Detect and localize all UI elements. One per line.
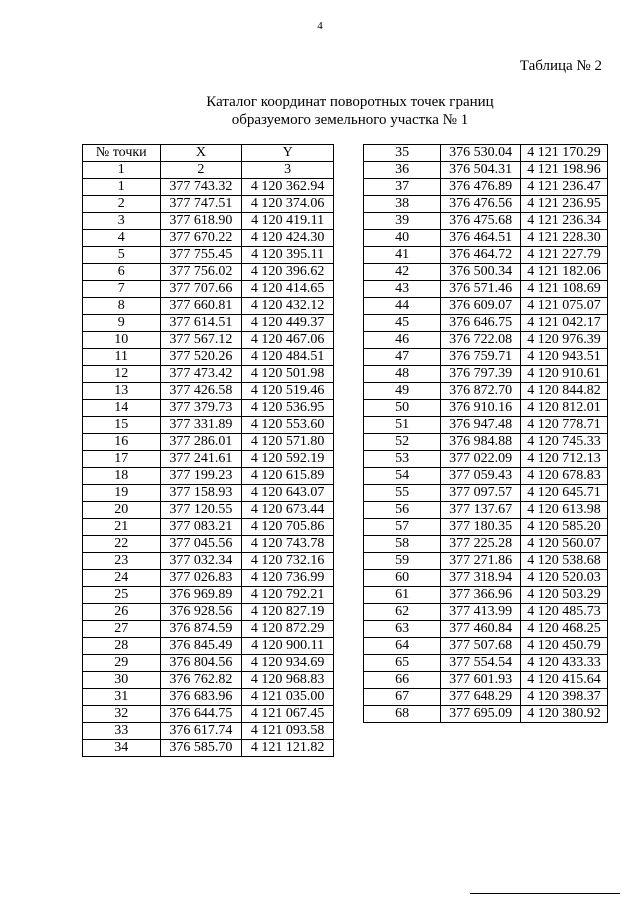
y-coordinate-cell: 4 121 093.58 bbox=[242, 723, 334, 740]
y-coordinate-cell: 4 120 501.98 bbox=[242, 366, 334, 383]
x-coordinate-cell: 376 984.88 bbox=[441, 434, 521, 451]
column-number-2: 2 bbox=[160, 162, 242, 179]
point-number-cell: 46 bbox=[364, 332, 441, 349]
table-row bbox=[83, 723, 334, 740]
x-coordinate-cell: 377 507.68 bbox=[441, 638, 521, 655]
x-coordinate-cell: 377 660.81 bbox=[160, 298, 242, 315]
y-coordinate-cell: 4 120 433.33 bbox=[521, 655, 608, 672]
table-row bbox=[83, 519, 334, 536]
column-number-1: 1 bbox=[83, 162, 161, 179]
point-number-cell: 36 bbox=[364, 162, 441, 179]
point-number-cell: 54 bbox=[364, 468, 441, 485]
y-coordinate-cell: 4 120 705.86 bbox=[242, 519, 334, 536]
x-coordinate-cell: 377 331.89 bbox=[160, 417, 242, 434]
coordinates-table-right bbox=[363, 144, 608, 723]
table-row bbox=[364, 485, 608, 502]
x-coordinate-cell: 376 872.70 bbox=[441, 383, 521, 400]
x-coordinate-cell: 376 617.74 bbox=[160, 723, 242, 740]
x-coordinate-cell: 377 022.09 bbox=[441, 451, 521, 468]
column-number-row bbox=[83, 162, 334, 179]
table-row bbox=[364, 315, 608, 332]
y-coordinate-cell: 4 120 414.65 bbox=[242, 281, 334, 298]
y-coordinate-cell: 4 120 419.11 bbox=[242, 213, 334, 230]
x-coordinate-cell: 377 614.51 bbox=[160, 315, 242, 332]
y-coordinate-cell: 4 121 108.69 bbox=[521, 281, 608, 298]
point-number-cell: 1 bbox=[83, 179, 161, 196]
y-coordinate-cell: 4 120 778.71 bbox=[521, 417, 608, 434]
point-number-cell: 4 bbox=[83, 230, 161, 247]
table-row bbox=[83, 604, 334, 621]
point-number-cell: 26 bbox=[83, 604, 161, 621]
y-coordinate-cell: 4 120 900.11 bbox=[242, 638, 334, 655]
point-number-cell: 65 bbox=[364, 655, 441, 672]
y-coordinate-cell: 4 120 467.06 bbox=[242, 332, 334, 349]
table-row bbox=[83, 281, 334, 298]
x-coordinate-cell: 376 476.56 bbox=[441, 196, 521, 213]
point-number-cell: 2 bbox=[83, 196, 161, 213]
table-row bbox=[83, 638, 334, 655]
table-row bbox=[83, 655, 334, 672]
point-number-cell: 27 bbox=[83, 621, 161, 638]
table-row bbox=[364, 145, 608, 162]
table-row bbox=[83, 536, 334, 553]
y-coordinate-cell: 4 120 872.29 bbox=[242, 621, 334, 638]
point-number-cell: 58 bbox=[364, 536, 441, 553]
x-coordinate-cell: 376 476.89 bbox=[441, 179, 521, 196]
table-row bbox=[83, 621, 334, 638]
y-coordinate-cell: 4 120 643.07 bbox=[242, 485, 334, 502]
header-row bbox=[83, 145, 334, 162]
x-coordinate-cell: 377 180.35 bbox=[441, 519, 521, 536]
table-row bbox=[364, 672, 608, 689]
y-coordinate-cell: 4 120 910.61 bbox=[521, 366, 608, 383]
point-number-cell: 17 bbox=[83, 451, 161, 468]
x-coordinate-cell: 377 648.29 bbox=[441, 689, 521, 706]
point-number-cell: 52 bbox=[364, 434, 441, 451]
y-coordinate-cell: 4 120 450.79 bbox=[521, 638, 608, 655]
x-coordinate-cell: 376 762.82 bbox=[160, 672, 242, 689]
table-row bbox=[83, 587, 334, 604]
point-number-cell: 24 bbox=[83, 570, 161, 587]
x-coordinate-cell: 377 026.83 bbox=[160, 570, 242, 587]
x-coordinate-cell: 377 120.55 bbox=[160, 502, 242, 519]
point-number-cell: 12 bbox=[83, 366, 161, 383]
x-coordinate-cell: 376 969.89 bbox=[160, 587, 242, 604]
point-number-cell: 25 bbox=[83, 587, 161, 604]
y-coordinate-cell: 4 120 827.19 bbox=[242, 604, 334, 621]
x-coordinate-cell: 377 158.93 bbox=[160, 485, 242, 502]
table-row bbox=[83, 179, 334, 196]
point-number-cell: 8 bbox=[83, 298, 161, 315]
x-coordinate-cell: 377 241.61 bbox=[160, 451, 242, 468]
y-coordinate-cell: 4 121 042.17 bbox=[521, 315, 608, 332]
x-coordinate-cell: 376 804.56 bbox=[160, 655, 242, 672]
x-coordinate-cell: 377 554.54 bbox=[441, 655, 521, 672]
table-row bbox=[364, 332, 608, 349]
point-number-cell: 30 bbox=[83, 672, 161, 689]
table-row bbox=[83, 366, 334, 383]
point-number-cell: 31 bbox=[83, 689, 161, 706]
table-row bbox=[83, 247, 334, 264]
point-number-cell: 51 bbox=[364, 417, 441, 434]
x-coordinate-cell: 376 910.16 bbox=[441, 400, 521, 417]
x-coordinate-cell: 376 475.68 bbox=[441, 213, 521, 230]
point-number-cell: 13 bbox=[83, 383, 161, 400]
y-coordinate-cell: 4 120 374.06 bbox=[242, 196, 334, 213]
table-row bbox=[83, 502, 334, 519]
point-number-cell: 16 bbox=[83, 434, 161, 451]
point-number-cell: 55 bbox=[364, 485, 441, 502]
point-number-cell: 28 bbox=[83, 638, 161, 655]
table-row bbox=[364, 519, 608, 536]
x-coordinate-cell: 377 601.93 bbox=[441, 672, 521, 689]
table-row bbox=[364, 570, 608, 587]
x-coordinate-cell: 377 618.90 bbox=[160, 213, 242, 230]
table-row bbox=[364, 281, 608, 298]
y-coordinate-cell: 4 120 743.78 bbox=[242, 536, 334, 553]
table-row bbox=[83, 332, 334, 349]
point-number-cell: 59 bbox=[364, 553, 441, 570]
x-coordinate-cell: 377 426.58 bbox=[160, 383, 242, 400]
x-coordinate-cell: 376 646.75 bbox=[441, 315, 521, 332]
x-coordinate-cell: 376 928.56 bbox=[160, 604, 242, 621]
point-number-cell: 62 bbox=[364, 604, 441, 621]
y-coordinate-cell: 4 121 035.00 bbox=[242, 689, 334, 706]
y-coordinate-cell: 4 121 228.30 bbox=[521, 230, 608, 247]
table-row bbox=[83, 264, 334, 281]
x-coordinate-cell: 376 571.46 bbox=[441, 281, 521, 298]
table-row bbox=[83, 298, 334, 315]
x-coordinate-cell: 376 722.08 bbox=[441, 332, 521, 349]
x-coordinate-cell: 377 045.56 bbox=[160, 536, 242, 553]
x-coordinate-cell: 376 530.04 bbox=[441, 145, 521, 162]
y-coordinate-cell: 4 120 615.89 bbox=[242, 468, 334, 485]
table-row bbox=[364, 383, 608, 400]
point-number-cell: 60 bbox=[364, 570, 441, 587]
y-coordinate-cell: 4 121 067.45 bbox=[242, 706, 334, 723]
x-coordinate-cell: 377 059.43 bbox=[441, 468, 521, 485]
table-row bbox=[83, 230, 334, 247]
y-coordinate-cell: 4 120 712.13 bbox=[521, 451, 608, 468]
y-coordinate-cell: 4 121 198.96 bbox=[521, 162, 608, 179]
table-row bbox=[83, 553, 334, 570]
table-row bbox=[364, 247, 608, 264]
coordinates-table-left bbox=[82, 144, 334, 757]
table-row bbox=[364, 706, 608, 723]
header-x: X bbox=[160, 145, 242, 162]
table-row bbox=[83, 468, 334, 485]
point-number-cell: 33 bbox=[83, 723, 161, 740]
y-coordinate-cell: 4 120 380.92 bbox=[521, 706, 608, 723]
point-number-cell: 68 bbox=[364, 706, 441, 723]
y-coordinate-cell: 4 121 236.34 bbox=[521, 213, 608, 230]
point-number-cell: 49 bbox=[364, 383, 441, 400]
y-coordinate-cell: 4 120 732.16 bbox=[242, 553, 334, 570]
table-row bbox=[83, 434, 334, 451]
caption-line-1: Каталог координат поворотных точек границ bbox=[206, 94, 494, 110]
point-number-cell: 66 bbox=[364, 672, 441, 689]
y-coordinate-cell: 4 121 170.29 bbox=[521, 145, 608, 162]
x-coordinate-cell: 377 743.32 bbox=[160, 179, 242, 196]
table-row bbox=[364, 638, 608, 655]
table-row bbox=[364, 213, 608, 230]
caption-line-2: образуемого земельного участка № 1 bbox=[231, 112, 469, 128]
y-coordinate-cell: 4 120 934.69 bbox=[242, 655, 334, 672]
y-coordinate-cell: 4 120 484.51 bbox=[242, 349, 334, 366]
x-coordinate-cell: 377 225.28 bbox=[441, 536, 521, 553]
point-number-cell: 40 bbox=[364, 230, 441, 247]
y-coordinate-cell: 4 120 468.25 bbox=[521, 621, 608, 638]
table-row bbox=[83, 485, 334, 502]
point-number-cell: 6 bbox=[83, 264, 161, 281]
y-coordinate-cell: 4 121 121.82 bbox=[242, 740, 334, 757]
y-coordinate-cell: 4 120 538.68 bbox=[521, 553, 608, 570]
table-row bbox=[364, 179, 608, 196]
table-row bbox=[83, 672, 334, 689]
table-row bbox=[83, 383, 334, 400]
y-coordinate-cell: 4 120 736.99 bbox=[242, 570, 334, 587]
x-coordinate-cell: 377 670.22 bbox=[160, 230, 242, 247]
table-row bbox=[364, 451, 608, 468]
table-row bbox=[364, 196, 608, 213]
x-coordinate-cell: 377 286.01 bbox=[160, 434, 242, 451]
y-coordinate-cell: 4 121 236.95 bbox=[521, 196, 608, 213]
y-coordinate-cell: 4 120 792.21 bbox=[242, 587, 334, 604]
table-row bbox=[364, 434, 608, 451]
y-coordinate-cell: 4 120 943.51 bbox=[521, 349, 608, 366]
table-label: Таблица № 2 bbox=[519, 58, 602, 74]
point-number-cell: 29 bbox=[83, 655, 161, 672]
x-coordinate-cell: 376 683.96 bbox=[160, 689, 242, 706]
y-coordinate-cell: 4 120 585.20 bbox=[521, 519, 608, 536]
x-coordinate-cell: 377 137.67 bbox=[441, 502, 521, 519]
point-number-cell: 18 bbox=[83, 468, 161, 485]
x-coordinate-cell: 377 567.12 bbox=[160, 332, 242, 349]
table-row bbox=[364, 621, 608, 638]
point-number-cell: 44 bbox=[364, 298, 441, 315]
point-number-cell: 22 bbox=[83, 536, 161, 553]
x-coordinate-cell: 377 755.45 bbox=[160, 247, 242, 264]
y-coordinate-cell: 4 120 673.44 bbox=[242, 502, 334, 519]
x-coordinate-cell: 376 759.71 bbox=[441, 349, 521, 366]
table-row bbox=[364, 502, 608, 519]
y-coordinate-cell: 4 120 613.98 bbox=[521, 502, 608, 519]
table-row bbox=[83, 689, 334, 706]
x-coordinate-cell: 376 797.39 bbox=[441, 366, 521, 383]
x-coordinate-cell: 376 644.75 bbox=[160, 706, 242, 723]
table-row bbox=[364, 604, 608, 621]
y-coordinate-cell: 4 120 449.37 bbox=[242, 315, 334, 332]
point-number-cell: 34 bbox=[83, 740, 161, 757]
point-number-cell: 21 bbox=[83, 519, 161, 536]
table-row bbox=[364, 349, 608, 366]
y-coordinate-cell: 4 120 844.82 bbox=[521, 383, 608, 400]
table-caption bbox=[170, 93, 530, 129]
point-number-cell: 14 bbox=[83, 400, 161, 417]
x-coordinate-cell: 377 756.02 bbox=[160, 264, 242, 281]
y-coordinate-cell: 4 120 395.11 bbox=[242, 247, 334, 264]
point-number-cell: 35 bbox=[364, 145, 441, 162]
x-coordinate-cell: 376 504.31 bbox=[441, 162, 521, 179]
y-coordinate-cell: 4 120 976.39 bbox=[521, 332, 608, 349]
header-point-number: № точки bbox=[83, 145, 161, 162]
y-coordinate-cell: 4 120 968.83 bbox=[242, 672, 334, 689]
x-coordinate-cell: 376 500.34 bbox=[441, 264, 521, 281]
x-coordinate-cell: 376 585.70 bbox=[160, 740, 242, 757]
x-coordinate-cell: 376 464.72 bbox=[441, 247, 521, 264]
point-number-cell: 47 bbox=[364, 349, 441, 366]
page-number: 4 bbox=[317, 20, 323, 32]
y-coordinate-cell: 4 121 236.47 bbox=[521, 179, 608, 196]
point-number-cell: 39 bbox=[364, 213, 441, 230]
point-number-cell: 23 bbox=[83, 553, 161, 570]
table-row bbox=[364, 689, 608, 706]
column-number-3: 3 bbox=[242, 162, 334, 179]
x-coordinate-cell: 376 609.07 bbox=[441, 298, 521, 315]
table-row bbox=[364, 298, 608, 315]
point-number-cell: 20 bbox=[83, 502, 161, 519]
point-number-cell: 61 bbox=[364, 587, 441, 604]
point-number-cell: 15 bbox=[83, 417, 161, 434]
x-coordinate-cell: 376 464.51 bbox=[441, 230, 521, 247]
point-number-cell: 42 bbox=[364, 264, 441, 281]
x-coordinate-cell: 377 199.23 bbox=[160, 468, 242, 485]
y-coordinate-cell: 4 120 560.07 bbox=[521, 536, 608, 553]
y-coordinate-cell: 4 120 415.64 bbox=[521, 672, 608, 689]
table-row bbox=[364, 655, 608, 672]
x-coordinate-cell: 377 460.84 bbox=[441, 621, 521, 638]
table-row bbox=[364, 366, 608, 383]
header-y: Y bbox=[242, 145, 334, 162]
x-coordinate-cell: 377 366.96 bbox=[441, 587, 521, 604]
table-row bbox=[364, 400, 608, 417]
x-coordinate-cell: 377 413.99 bbox=[441, 604, 521, 621]
y-coordinate-cell: 4 120 571.80 bbox=[242, 434, 334, 451]
y-coordinate-cell: 4 120 398.37 bbox=[521, 689, 608, 706]
table-row bbox=[83, 213, 334, 230]
point-number-cell: 53 bbox=[364, 451, 441, 468]
point-number-cell: 45 bbox=[364, 315, 441, 332]
table-row bbox=[83, 400, 334, 417]
table-row bbox=[83, 315, 334, 332]
point-number-cell: 19 bbox=[83, 485, 161, 502]
point-number-cell: 38 bbox=[364, 196, 441, 213]
y-coordinate-cell: 4 120 362.94 bbox=[242, 179, 334, 196]
y-coordinate-cell: 4 120 745.33 bbox=[521, 434, 608, 451]
y-coordinate-cell: 4 120 553.60 bbox=[242, 417, 334, 434]
table-row bbox=[83, 740, 334, 757]
y-coordinate-cell: 4 120 678.83 bbox=[521, 468, 608, 485]
y-coordinate-cell: 4 120 485.73 bbox=[521, 604, 608, 621]
x-coordinate-cell: 377 032.34 bbox=[160, 553, 242, 570]
x-coordinate-cell: 377 379.73 bbox=[160, 400, 242, 417]
table-row bbox=[364, 264, 608, 281]
point-number-cell: 32 bbox=[83, 706, 161, 723]
point-number-cell: 9 bbox=[83, 315, 161, 332]
y-coordinate-cell: 4 120 592.19 bbox=[242, 451, 334, 468]
y-coordinate-cell: 4 121 182.06 bbox=[521, 264, 608, 281]
table-row bbox=[83, 196, 334, 213]
point-number-cell: 10 bbox=[83, 332, 161, 349]
x-coordinate-cell: 376 947.48 bbox=[441, 417, 521, 434]
y-coordinate-cell: 4 120 519.46 bbox=[242, 383, 334, 400]
y-coordinate-cell: 4 120 645.71 bbox=[521, 485, 608, 502]
point-number-cell: 5 bbox=[83, 247, 161, 264]
point-number-cell: 11 bbox=[83, 349, 161, 366]
point-number-cell: 48 bbox=[364, 366, 441, 383]
y-coordinate-cell: 4 120 424.30 bbox=[242, 230, 334, 247]
x-coordinate-cell: 377 695.09 bbox=[441, 706, 521, 723]
table-row bbox=[83, 417, 334, 434]
table-row bbox=[364, 553, 608, 570]
table-row bbox=[364, 230, 608, 247]
table-row bbox=[364, 417, 608, 434]
y-coordinate-cell: 4 120 520.03 bbox=[521, 570, 608, 587]
point-number-cell: 67 bbox=[364, 689, 441, 706]
x-coordinate-cell: 377 707.66 bbox=[160, 281, 242, 298]
point-number-cell: 50 bbox=[364, 400, 441, 417]
x-coordinate-cell: 376 845.49 bbox=[160, 638, 242, 655]
point-number-cell: 57 bbox=[364, 519, 441, 536]
point-number-cell: 56 bbox=[364, 502, 441, 519]
y-coordinate-cell: 4 120 536.95 bbox=[242, 400, 334, 417]
x-coordinate-cell: 377 097.57 bbox=[441, 485, 521, 502]
table-row bbox=[364, 162, 608, 179]
y-coordinate-cell: 4 120 503.29 bbox=[521, 587, 608, 604]
point-number-cell: 41 bbox=[364, 247, 441, 264]
table-row bbox=[83, 451, 334, 468]
point-number-cell: 43 bbox=[364, 281, 441, 298]
x-coordinate-cell: 377 747.51 bbox=[160, 196, 242, 213]
y-coordinate-cell: 4 121 227.79 bbox=[521, 247, 608, 264]
y-coordinate-cell: 4 120 432.12 bbox=[242, 298, 334, 315]
x-coordinate-cell: 377 318.94 bbox=[441, 570, 521, 587]
point-number-cell: 64 bbox=[364, 638, 441, 655]
x-coordinate-cell: 377 473.42 bbox=[160, 366, 242, 383]
table-row bbox=[364, 468, 608, 485]
table-row bbox=[83, 706, 334, 723]
table-row bbox=[83, 570, 334, 587]
footer-rule bbox=[470, 893, 620, 894]
point-number-cell: 3 bbox=[83, 213, 161, 230]
y-coordinate-cell: 4 121 075.07 bbox=[521, 298, 608, 315]
y-coordinate-cell: 4 120 812.01 bbox=[521, 400, 608, 417]
y-coordinate-cell: 4 120 396.62 bbox=[242, 264, 334, 281]
point-number-cell: 63 bbox=[364, 621, 441, 638]
x-coordinate-cell: 376 874.59 bbox=[160, 621, 242, 638]
point-number-cell: 7 bbox=[83, 281, 161, 298]
table-row bbox=[364, 587, 608, 604]
table-row bbox=[83, 349, 334, 366]
point-number-cell: 37 bbox=[364, 179, 441, 196]
x-coordinate-cell: 377 520.26 bbox=[160, 349, 242, 366]
x-coordinate-cell: 377 271.86 bbox=[441, 553, 521, 570]
x-coordinate-cell: 377 083.21 bbox=[160, 519, 242, 536]
table-row bbox=[364, 536, 608, 553]
